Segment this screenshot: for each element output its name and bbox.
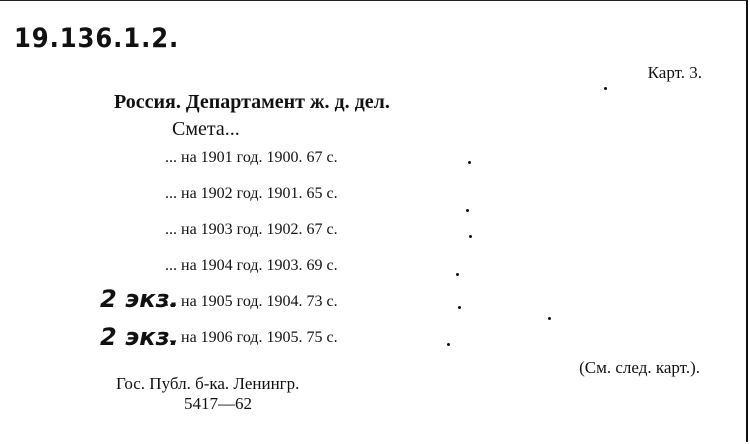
entry-1906: ... на 1906 год. 1905. 75 с. [165, 329, 338, 346]
ink-speck [604, 87, 607, 90]
handwritten-copies-mark: 2 экз. [100, 323, 179, 351]
call-number: 19.136.1.2. [14, 23, 180, 54]
card-heading: Россия. Департамент ж. д. дел. [114, 91, 390, 113]
entry-1901: ... на 1901 год. 1900. 67 с. [165, 149, 338, 166]
ink-speck [548, 317, 551, 320]
entry-1903: ... на 1903 год. 1902. 67 с. [165, 221, 338, 238]
ink-speck [447, 343, 450, 346]
ink-speck [456, 273, 459, 276]
ink-speck [468, 161, 471, 164]
see-next-card-note: (См. след. карт.). [579, 358, 700, 377]
ink-speck [466, 209, 469, 212]
ink-speck [458, 306, 461, 309]
card-number: Карт. 3. [647, 63, 702, 82]
entry-1905: ... на 1905 год. 1904. 73 с. [165, 293, 338, 310]
ink-speck [469, 235, 472, 238]
card-subheading: Смета... [172, 118, 240, 140]
print-number: 5417—62 [184, 394, 252, 413]
entry-1904: ... на 1904 год. 1903. 69 с. [165, 257, 338, 274]
handwritten-copies-mark: 2 экз. [100, 285, 179, 313]
entry-list [165, 149, 338, 365]
entry-1902: ... на 1902 год. 1901. 65 с. [165, 185, 338, 202]
library-imprint: Гос. Публ. б-ка. Ленингр. [116, 374, 300, 393]
